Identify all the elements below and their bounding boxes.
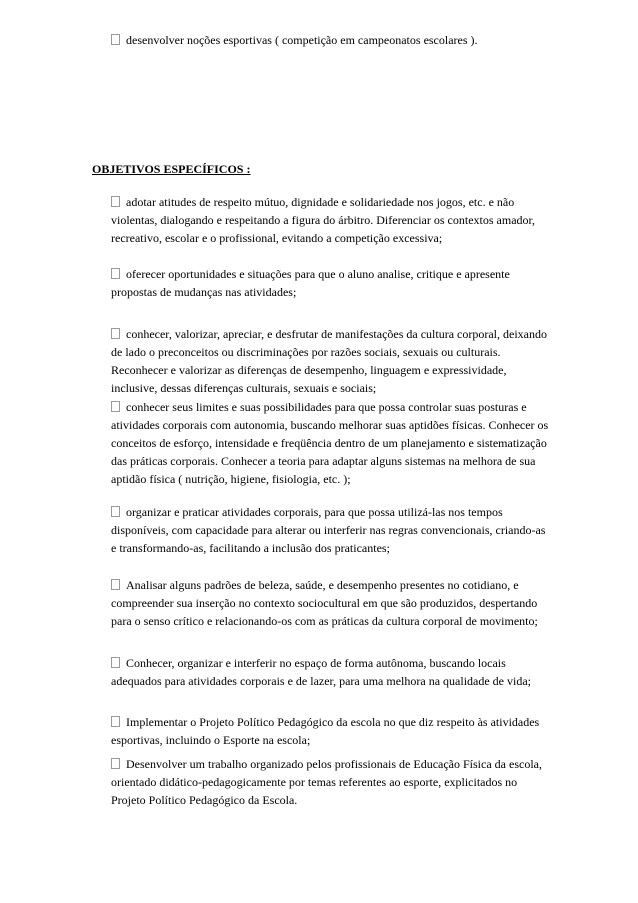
list-item-text: adotar atitudes de respeito mútuo, dignidade e solidariedade nos jogos, etc. e não violentas, dialogando e respeitando a figura do árbitro. Diferenciar os contextos amador, recreativo, escolar e o profissional, evitando a competição excessiva; <box>111 195 536 245</box>
checkbox-bullet-icon <box>111 758 120 769</box>
list-item <box>111 265 549 301</box>
checkbox-bullet-icon <box>111 506 120 517</box>
checkbox-bullet-icon <box>111 268 120 279</box>
section-heading: OBJETIVOS ESPECÍFICOS : <box>92 162 251 176</box>
list-item <box>111 755 549 809</box>
checkbox-bullet-icon <box>111 579 120 590</box>
list-item-text: Analisar alguns padrões de beleza, saúde, e desempenho presentes no cotidiano, e compreender sua inserção no contexto sociocultural em que são produzidos, despertando para o senso crítico e relacionando-os com as práticas da cultura corporal de movimento; <box>111 578 538 628</box>
list-item-text: Desenvolver um trabalho organizado pelos profissionais de Educação Física da escola, orientado didático-pedagogicamente por temas referentes ao esporte, explicitados no Projeto Político Pedagógico da Escola. <box>111 757 542 807</box>
list-item <box>111 503 549 557</box>
checkbox-bullet-icon <box>111 34 120 45</box>
list-item-text: conhecer, valorizar, apreciar, e desfrutar de manifestações da cultura corporal, deixando de lado o preconceitos ou discriminações por razões sociais, sexuais ou culturais. Reconhecer e valorizar as diferenças de desempenho, linguagem e expressividade, inclusive, dessas diferenças culturais, sexuais e sociais; <box>111 327 548 395</box>
list-item-text: oferecer oportunidades e situações para que o aluno analise, critique e apresente propostas de mudanças nas atividades; <box>111 267 510 299</box>
checkbox-bullet-icon <box>111 196 120 207</box>
list-item-text: organizar e praticar atividades corporais, para que possa utilizá-las nos tempos disponíveis, com capacidade para alterar ou interferir nas regras convencionais, criando-as e transformando-as, facilitando a inclusão dos praticantes; <box>111 505 546 555</box>
list-item <box>111 654 549 690</box>
list-item-text: Implementar o Projeto Político Pedagógico da escola no que diz respeito às atividades esportivas, incluindo o Esporte na escola; <box>111 715 540 747</box>
list-item-text: conhecer seus limites e suas possibilidades para que possa controlar suas posturas e atividades corporais com autonomia, buscando melhorar suas aptidões físicas. Conhecer os conceitos de esforço, intensidade e freqüência dentro de um planejamento e sistematização das práticas corporais. Conhecer a teoria para adaptar alguns sistemas na melhora de sua aptidão física ( nutrição, higiene, fisiologia, etc. ); <box>111 400 549 486</box>
list-item <box>111 325 549 397</box>
checkbox-bullet-icon <box>111 401 120 412</box>
checkbox-bullet-icon <box>111 657 120 668</box>
checkbox-bullet-icon <box>111 716 120 727</box>
checkbox-bullet-icon <box>111 328 120 339</box>
list-item <box>111 398 549 488</box>
list-item <box>111 31 581 49</box>
list-item <box>111 193 549 247</box>
list-item-text: desenvolver noções esportivas ( competição em campeonatos escolares ). <box>126 33 478 47</box>
list-item-text: Conhecer, organizar e interferir no espaço de forma autônoma, buscando locais adequados para atividades corporais e de lazer, para uma melhora na qualidade de vida; <box>111 656 531 688</box>
list-item <box>111 576 549 630</box>
list-item <box>111 713 549 749</box>
